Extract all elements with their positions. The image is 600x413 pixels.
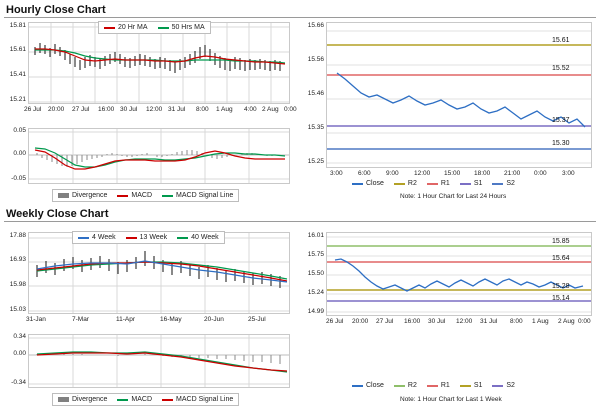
weekly-macd-ytick-0: 0.34 <box>13 333 26 340</box>
weekly-price-ytick-1: 16.93 <box>9 256 26 263</box>
section-title-hourly: Hourly Close Chart <box>6 4 106 16</box>
hourly-pivot-ytick-2: 15.46 <box>307 90 324 97</box>
weekly-pivot-r1-value: 15.64 <box>552 255 570 262</box>
legend-item-r2-hourly-pivot <box>394 180 417 187</box>
weekly-price-xtick-2: 11-Apr <box>116 316 136 323</box>
hourly-price-xtick-2: 27 Jul <box>72 106 90 113</box>
hourly-macd-plot <box>29 129 289 183</box>
legend-swatch-s1-weekly-pivot <box>460 385 471 387</box>
legend-item-r1-hourly-pivot <box>427 180 450 187</box>
legend-swatch-20hr-ma <box>104 27 115 29</box>
legend-swatch-macd-weekly <box>117 399 128 401</box>
weekly-price-ytick-0: 17.88 <box>9 232 26 239</box>
legend-item-s1-weekly-pivot <box>460 382 483 389</box>
legend-item-close-hourly-pivot <box>352 180 384 187</box>
legend-item-s1-hourly-pivot <box>460 180 483 187</box>
legend-swatch-r1-weekly-pivot <box>427 385 438 387</box>
weekly-pivot-xtick-8: 1 Aug <box>532 318 549 325</box>
hourly-macd-legend <box>52 189 239 202</box>
weekly-pivot-note: Note: 1 Hour Chart for Last 1 Week <box>400 396 502 403</box>
legend-label-13-week: 13 Week <box>139 234 168 241</box>
weekly-pivot-xtick-1: 20:00 <box>352 318 369 325</box>
legend-label-macd-weekly: MACD <box>131 396 153 403</box>
legend-label-s1-hourly-pivot: S1 <box>473 180 483 187</box>
hourly-pivot-xtick-3: 12:00 <box>414 170 431 177</box>
hourly-pivot-ytick-4: 15.25 <box>307 158 324 165</box>
legend-label-r2-weekly-pivot: R2 <box>407 382 417 389</box>
legend-swatch-40-week <box>177 237 188 239</box>
weekly-price-xtick-3: 16-May <box>160 316 182 323</box>
hourly-macd-chart <box>28 128 290 184</box>
legend-label-r1-hourly-pivot: R1 <box>440 180 450 187</box>
weekly-macd-plot <box>29 335 289 387</box>
hourly-pivot-xtick-4: 15:00 <box>444 170 461 177</box>
hourly-pivot-r2-value: 15.61 <box>552 37 570 44</box>
legend-item-20hr-ma <box>104 24 148 31</box>
weekly-pivot-xtick-4: 30 Jul <box>428 318 446 325</box>
legend-label-s2-weekly-pivot: S2 <box>506 382 515 389</box>
hourly-price-xtick-1: 20:00 <box>48 106 65 113</box>
weekly-pivot-xtick-6: 31 Jul <box>480 318 498 325</box>
legend-label-close-hourly-pivot: Close <box>366 180 384 187</box>
hourly-price-legend <box>98 21 211 34</box>
weekly-pivot-ytick-3: 15.24 <box>307 289 324 296</box>
legend-swatch-13-week <box>126 237 137 239</box>
hourly-pivot-xtick-8: 3:00 <box>562 170 575 177</box>
hourly-price-xtick-3: 16:00 <box>98 106 115 113</box>
hourly-pivot-xtick-6: 21:00 <box>504 170 521 177</box>
section-divider-hourly <box>4 17 596 18</box>
legend-swatch-close-weekly-pivot <box>352 385 363 387</box>
hourly-price-ytick-1: 15.61 <box>9 46 26 53</box>
weekly-pivot-ytick-1: 15.75 <box>307 251 324 258</box>
legend-label-macd-signal-hourly: MACD Signal Line <box>176 192 234 199</box>
weekly-pivot-plot <box>327 233 591 315</box>
weekly-price-legend <box>72 231 225 244</box>
legend-swatch-macd-signal-hourly <box>162 195 173 197</box>
weekly-pivot-xtick-3: 16:00 <box>404 318 421 325</box>
weekly-macd-chart <box>28 334 290 388</box>
hourly-pivot-r1-value: 15.52 <box>552 65 570 72</box>
hourly-pivot-xtick-0: 3:00 <box>330 170 343 177</box>
weekly-macd-ytick-2: -0.34 <box>11 379 26 386</box>
legend-item-13-week <box>126 234 168 241</box>
legend-swatch-divergence-weekly <box>58 397 69 402</box>
legend-item-macd-signal-weekly <box>162 396 233 403</box>
hourly-pivot-s2-value: 15.30 <box>552 140 570 147</box>
legend-item-s2-hourly-pivot <box>492 180 515 187</box>
hourly-pivot-legend <box>352 180 572 187</box>
hourly-price-xtick-4: 30 Jul <box>120 106 138 113</box>
hourly-price-xtick-9: 4:00 <box>244 106 257 113</box>
weekly-pivot-s2-value: 15.14 <box>552 295 570 302</box>
legend-item-40-week <box>177 234 219 241</box>
legend-swatch-s1-hourly-pivot <box>460 183 471 185</box>
legend-item-s2-weekly-pivot <box>492 382 515 389</box>
weekly-pivot-xtick-5: 12:00 <box>456 318 473 325</box>
weekly-pivot-ytick-2: 15.50 <box>307 270 324 277</box>
weekly-price-xtick-0: 31-Jan <box>26 316 46 323</box>
weekly-pivot-xtick-9: 2 Aug <box>558 318 575 325</box>
hourly-price-xtick-8: 1 Aug <box>216 106 233 113</box>
weekly-price-plot <box>29 233 289 313</box>
weekly-pivot-ytick-0: 16.01 <box>307 232 324 239</box>
legend-label-4-week: 4 Week <box>92 234 116 241</box>
hourly-pivot-xtick-1: 6:00 <box>358 170 371 177</box>
hourly-price-xtick-10: 2 Aug <box>262 106 279 113</box>
hourly-price-chart <box>28 22 290 104</box>
weekly-price-xtick-4: 20-Jun <box>204 316 224 323</box>
hourly-price-xtick-11: 0:00 <box>284 106 297 113</box>
hourly-pivot-ytick-1: 15.56 <box>307 56 324 63</box>
legend-label-divergence-weekly: Divergence <box>72 396 108 403</box>
legend-item-divergence-hourly <box>58 192 107 199</box>
hourly-macd-ytick-0: 0.05 <box>13 127 26 134</box>
legend-item-close-weekly-pivot <box>352 382 384 389</box>
weekly-pivot-xtick-2: 27 Jul <box>376 318 394 325</box>
weekly-pivot-xtick-10: 0:00 <box>578 318 591 325</box>
weekly-pivot-xtick-0: 26 Jul <box>326 318 344 325</box>
legend-item-r2-weekly-pivot <box>394 382 417 389</box>
section-divider-weekly <box>4 221 596 222</box>
hourly-pivot-xtick-5: 18:00 <box>474 170 491 177</box>
hourly-pivot-xtick-7: 0:00 <box>534 170 547 177</box>
legend-swatch-divergence-hourly <box>58 193 69 198</box>
hourly-price-ytick-3: 15.21 <box>9 96 26 103</box>
legend-swatch-macd-hourly <box>117 195 128 197</box>
legend-label-s2-hourly-pivot: S2 <box>506 180 515 187</box>
legend-item-50hr-ma <box>158 24 205 31</box>
weekly-price-xtick-5: 25-Jul <box>248 316 266 323</box>
weekly-price-ytick-3: 15.03 <box>9 306 26 313</box>
weekly-price-xtick-1: 7-Mar <box>72 316 89 323</box>
weekly-macd-ytick-1: 0.00 <box>13 350 26 357</box>
hourly-price-ytick-0: 15.81 <box>9 22 26 29</box>
hourly-macd-ytick-2: -0.05 <box>11 175 26 182</box>
hourly-price-xtick-7: 8:00 <box>196 106 209 113</box>
weekly-pivot-legend <box>352 382 572 389</box>
legend-item-divergence-weekly <box>58 396 107 403</box>
legend-label-macd-signal-weekly: MACD Signal Line <box>176 396 234 403</box>
hourly-price-xtick-5: 12:00 <box>146 106 163 113</box>
section-title-weekly: Weekly Close Chart <box>6 208 109 220</box>
legend-swatch-close-hourly-pivot <box>352 183 363 185</box>
legend-item-macd-weekly <box>117 396 152 403</box>
legend-swatch-s2-hourly-pivot <box>492 183 503 185</box>
weekly-pivot-r2-value: 15.85 <box>552 238 570 245</box>
weekly-pivot-ytick-4: 14.99 <box>307 308 324 315</box>
hourly-pivot-ytick-3: 15.35 <box>307 124 324 131</box>
legend-swatch-r2-weekly-pivot <box>394 385 405 387</box>
legend-label-divergence-hourly: Divergence <box>72 192 108 199</box>
weekly-price-chart <box>28 232 290 314</box>
hourly-macd-ytick-1: 0.00 <box>13 150 26 157</box>
weekly-price-ytick-2: 15.98 <box>9 281 26 288</box>
hourly-price-xtick-0: 26 Jul <box>24 106 42 113</box>
legend-label-s1-weekly-pivot: S1 <box>473 382 483 389</box>
hourly-pivot-note: Note: 1 Hour Chart for Last 24 Hours <box>400 193 507 200</box>
legend-item-macd-hourly <box>117 192 152 199</box>
legend-swatch-r1-hourly-pivot <box>427 183 438 185</box>
legend-swatch-r2-hourly-pivot <box>394 183 405 185</box>
hourly-price-plot <box>29 23 289 103</box>
legend-swatch-s2-weekly-pivot <box>492 385 503 387</box>
hourly-pivot-ytick-0: 15.66 <box>307 22 324 29</box>
legend-label-macd-hourly: MACD <box>131 192 153 199</box>
weekly-pivot-xtick-7: 8:00 <box>510 318 523 325</box>
legend-swatch-50hr-ma <box>158 27 169 29</box>
hourly-pivot-xtick-2: 9:00 <box>386 170 399 177</box>
legend-label-close-weekly-pivot: Close <box>366 382 384 389</box>
weekly-pivot-s1-value: 15.28 <box>552 283 570 290</box>
legend-label-r1-weekly-pivot: R1 <box>440 382 450 389</box>
legend-item-4-week <box>78 234 116 241</box>
legend-swatch-4-week <box>78 237 89 239</box>
legend-item-macd-signal-hourly <box>162 192 233 199</box>
legend-swatch-macd-signal-weekly <box>162 399 173 401</box>
legend-item-r1-weekly-pivot <box>427 382 450 389</box>
hourly-price-xtick-6: 31 Jul <box>168 106 186 113</box>
legend-label-r2-hourly-pivot: R2 <box>407 180 417 187</box>
legend-label-50hr-ma: 50 Hrs MA <box>171 24 205 31</box>
hourly-pivot-s1-value: 15.37 <box>552 117 570 124</box>
weekly-macd-legend <box>52 393 239 406</box>
legend-label-20hr-ma: 20 Hr MA <box>118 24 148 31</box>
legend-label-40-week: 40 Week <box>191 234 219 241</box>
hourly-price-ytick-2: 15.41 <box>9 71 26 78</box>
